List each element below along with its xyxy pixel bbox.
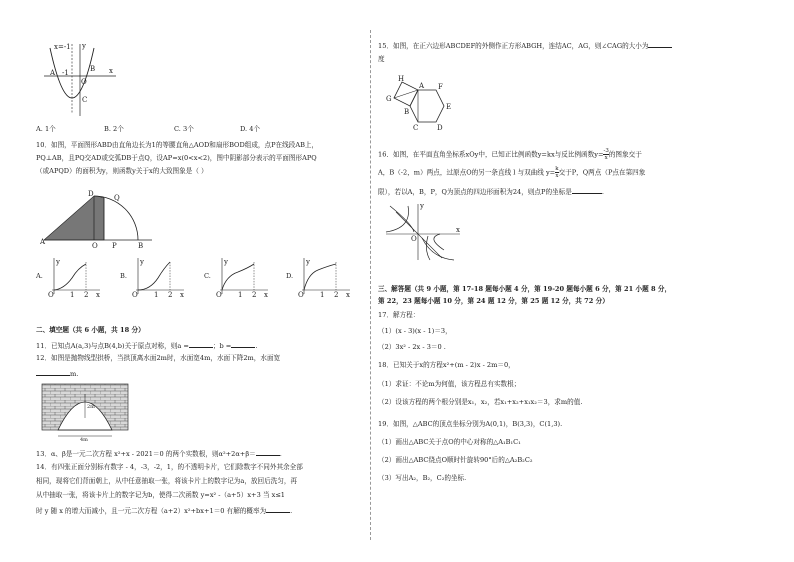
q11-text-b: ；b = <box>212 342 232 350</box>
q11 <box>36 340 257 351</box>
q10-option-b-label: B. <box>120 272 127 280</box>
q10-label-a: A <box>40 238 46 246</box>
q12-answer-blank[interactable] <box>36 368 70 376</box>
q10-graph-label-x: x <box>346 291 350 299</box>
q16-label-o: O <box>411 235 417 243</box>
q19-part-2: （2）画出△ABC绕点O顺时针旋转90°后的△A₂B₂C₂ <box>378 456 533 464</box>
q10-graph-curve <box>54 264 86 290</box>
q9-option-b: B. 2个 <box>104 125 124 133</box>
q10-graph-label-1: 1 <box>320 291 325 299</box>
section-3-heading-line-2: 第 22，23 题每小题 10 分，第 24 题 12 分，第 25 题 12 分，共 72 分） <box>378 297 609 305</box>
q16-end: . <box>601 188 604 196</box>
q15-label-d: D <box>437 124 443 132</box>
q10-shape-figure <box>40 188 158 248</box>
q10-option-a-graph <box>46 256 102 300</box>
q19-part-1: （1）画出△ABC关于点O的中心对称的△A₁B₁C₁ <box>378 438 521 446</box>
q14-line-1: 14．有四张正面分别标有数字 - 4，-3，-2，1，的不透明卡片，它们除数字不同外其余全部 <box>36 463 303 471</box>
q13-text: 13．α、β是一元二次方程 x²+x - 2021＝0 的两个实数根，则α²+2α+β＝ <box>36 450 256 458</box>
q10-graph-curve <box>304 264 336 290</box>
q9-label-a: A <box>50 69 56 77</box>
q16-line-kx <box>396 212 442 258</box>
q16-line-3 <box>378 186 604 197</box>
q16-fraction-1-num: -3 <box>603 148 609 154</box>
q10-option-a-label: A. <box>36 272 43 280</box>
q10-graph-label-x: x <box>96 291 100 299</box>
q11-end: . <box>255 342 258 350</box>
q15-label-g: G <box>386 95 392 103</box>
q12-label-width: 4m <box>80 437 88 442</box>
q16-line-1 <box>378 148 642 161</box>
q10-graph-curve <box>138 262 170 290</box>
q14-answer-blank[interactable] <box>266 505 293 515</box>
q16-hyperbola-branch-2 <box>386 206 409 232</box>
q10-line-2: PQ⊥AB，且PQ交AD或交弧DB于点Q，设AP=x(0<x<2)，图中阴影部分表示的平面图形APQ <box>36 154 317 162</box>
q17-part-2: （2）3x² - 2x - 3＝0 . <box>378 343 446 351</box>
q10-graph-label-o: O <box>48 291 54 299</box>
q19: 19．如图，△ABC的顶点坐标分别为A(0,1)，B(3,3)，C(1,3). <box>378 420 563 428</box>
q16-label-y: y <box>420 202 424 210</box>
q10-graph-label-o: O <box>298 291 304 299</box>
q15-label-e: E <box>446 103 452 111</box>
q9-label-y: y <box>82 42 86 50</box>
q17: 17．解方程： <box>378 311 420 319</box>
q12-label-height: 2m <box>87 404 95 410</box>
q10-line-3: （或APQD）的面积为y，则函数y关于x的大致图象是（ ） <box>36 167 208 175</box>
q10-option-d-graph <box>296 256 352 300</box>
q13-end: . <box>279 450 282 458</box>
q9-label-c: C <box>82 96 88 104</box>
q15-label-a: A <box>419 82 425 90</box>
q10-graph-label-x: x <box>264 291 268 299</box>
q10-graph-label-y: y <box>306 258 310 266</box>
q15-line-2: 度 <box>378 55 385 63</box>
q10-option-c-label: C. <box>204 272 211 280</box>
q10-line-1: 10．如图，平面图形ABD由直角边长为1的等腰直角△AOD和扇形BOD组成，点P在线段AB上， <box>36 141 319 149</box>
q15-text: 15．如图，在正六边形ABCDEF的外侧作正方形ABGH，连结AC，AG，则∠CAG的大小为 <box>378 42 649 50</box>
q14-text: 时 y 随 x 的增大而减小，且一元二次方程（a+2）x²+bx+1＝0 有解的概率为 <box>36 507 267 515</box>
q18-part-2: （2）设该方程的两个根分别是x₁，x₂，若x₁+x₂+x₁x₂＝3，求m的值. <box>378 398 583 406</box>
q15-label-c: C <box>413 124 419 132</box>
q10-label-d: D <box>88 190 94 198</box>
q19-part-3: （3）写出A₂，B₂，C₂的坐标. <box>378 474 467 482</box>
section-3-heading-line-1: 三、解答题（共 9 小题，第 17-18 题每小题 4 分，第 19-20 题每小题 6 分，第 21 小题 8 分， <box>378 285 672 293</box>
q10-label-o: O <box>92 242 98 248</box>
q14-line-3: 从中抽取一张，将该卡片上的数字记为b，使得二次函数 y=x² -（a+5）x+3 当 x≤1 <box>36 491 286 499</box>
q12-line-2 <box>36 368 78 379</box>
q16-hyperbola-figure <box>382 200 464 262</box>
q9-parabola-figure <box>40 38 122 118</box>
q10-graph-label-2: 2 <box>168 291 173 299</box>
q15-answer-blank[interactable] <box>648 40 672 48</box>
q18: 18．已知关于x的方程x²+(m - 2)x - 2m＝0， <box>378 361 515 369</box>
q15-label-f: F <box>438 83 443 91</box>
q9-label-xeq: x=-1 <box>54 43 71 51</box>
q16-hyperbola-branch-4 <box>426 234 444 260</box>
q14-line-2: 相同，现将它们背面朝上，从中任意抽取一张，将该卡片上的数字记为a，放回后洗匀，再 <box>36 477 298 485</box>
q10-label-b: B <box>138 242 144 248</box>
q10-graph-label-y: y <box>140 258 144 266</box>
q13-answer-blank[interactable] <box>256 448 280 456</box>
q10-graph-label-2: 2 <box>334 291 339 299</box>
q11-text: 11．已知点A(a,3)与点B(4,b)关于原点对称，则a = <box>36 342 189 350</box>
q10-shaded-region <box>44 196 104 240</box>
q15-line-1 <box>378 40 672 51</box>
q9-option-a: A. 1个 <box>36 125 56 133</box>
q11-answer-b-blank[interactable] <box>231 340 258 350</box>
q12-line-1: 12．如图是抛物线型拱桥，当拱顶离水面2m时，水面宽4m，水面下降2m，水面宽 <box>36 354 281 362</box>
q16-text-2: A，B（-2，m）两点，过原点O的另一条直线 l 与双曲线 y= <box>378 168 556 177</box>
q16-text-3: 限），若以A，B，P，Q为顶点的四边形面积为24，则点P的坐标是 <box>378 188 572 196</box>
q9-option-c: C. 3个 <box>174 125 194 133</box>
q13 <box>36 448 282 459</box>
q12-unit: m. <box>70 370 79 378</box>
q10-graph-label-o: O <box>132 291 138 299</box>
q9-label-b: B <box>90 65 96 73</box>
q17-part-1: （1）(x - 3)(x - 1)＝3， <box>378 327 452 335</box>
q10-option-d-label: D. <box>286 272 294 280</box>
q10-graph-label-2: 2 <box>252 291 257 299</box>
q16-fraction-1-den: x <box>604 155 608 161</box>
q16-fraction-2-num: k <box>555 166 559 172</box>
q9-option-d: D. 4个 <box>240 125 261 133</box>
q9-label-x: x <box>109 67 113 75</box>
q10-option-c-graph <box>214 256 270 300</box>
q16-answer-blank[interactable] <box>572 186 602 194</box>
q18-part-1: （1）求证：不论m为何值，该方程总有实数根； <box>378 380 521 388</box>
q10-graph-label-y: y <box>56 258 60 266</box>
q10-graph-label-1: 1 <box>238 291 243 299</box>
q14-end: . <box>290 507 293 515</box>
q16-text-1: 16．如图，在平面直角坐标系xOy中，已知正比例函数y=kx与反比例函数y= <box>378 150 604 159</box>
q9-label-o: O <box>81 78 87 86</box>
q10-option-b-graph <box>130 256 186 300</box>
q9-label-m1: -1 <box>62 69 69 77</box>
q15-hexagon <box>410 90 444 122</box>
q10-graph-label-1: 1 <box>154 291 159 299</box>
q16-label-x: x <box>456 226 460 234</box>
q10-graph-label-2: 2 <box>84 291 89 299</box>
q15-label-b: B <box>404 108 410 116</box>
q10-graph-label-o: O <box>216 291 222 299</box>
q10-label-p: P <box>112 242 117 248</box>
q14-line-4 <box>36 505 292 516</box>
q16-line-2 <box>378 166 645 179</box>
q16-reference-curve <box>390 206 454 260</box>
q16-fraction-2-den: x <box>555 173 559 179</box>
q10-graph-curve <box>222 264 254 290</box>
q11-answer-a-blank[interactable] <box>189 340 213 348</box>
q16-text-2b: 交于P，Q两点（P点在第四象 <box>558 168 646 177</box>
q15-label-h: H <box>398 75 405 83</box>
q10-graph-label-y: y <box>224 258 228 266</box>
q16-text-1b: 的图象交于 <box>608 150 642 159</box>
q10-graph-label-x: x <box>180 291 184 299</box>
q10-label-q: Q <box>114 194 120 202</box>
section-2-heading: 二、填空题（共 6 小题，共 18 分） <box>36 326 145 334</box>
q12-bridge-figure <box>40 382 132 442</box>
q15-hexagon-figure <box>382 72 464 138</box>
column-divider <box>370 30 371 540</box>
q10-graph-label-1: 1 <box>70 291 75 299</box>
